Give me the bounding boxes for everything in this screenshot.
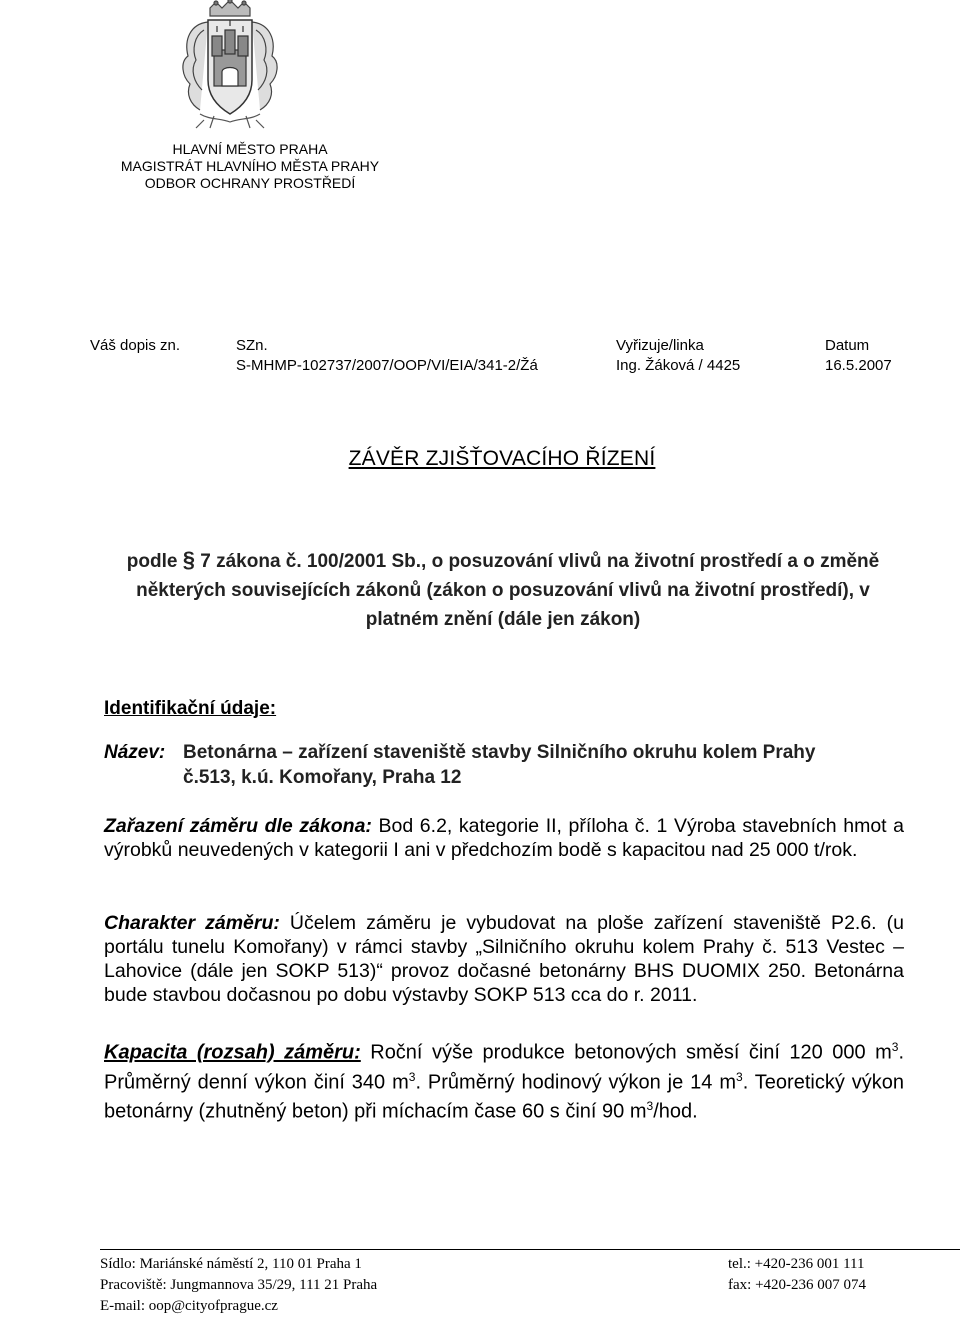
capacity-text-1: Roční výše produkce betonových směsí činí 120 000 m	[360, 1041, 892, 1064]
capacity-text-4: . Teoretický výkon betonárny (zhutněný beton) při míchacím čase 60 s činí 90 m	[104, 1071, 904, 1123]
capacity-text-5: /hod.	[653, 1100, 698, 1123]
footer-divider	[100, 1249, 960, 1250]
superscript-3: 3	[891, 1040, 899, 1054]
name-label: Název:	[104, 742, 166, 763]
legal-basis-text: 7 zákona č. 100/2001 Sb., o posuzování vlivů na životní prostředí a o změně některých souvisejících zákonů (zákon o posuzování vlivů na životní prostředí), v platném znění (dále jen zákon)	[136, 551, 880, 630]
prague-coat-of-arms-icon	[170, 0, 290, 130]
classification-text: Bod 6.2, kategorie II, příloha č. 1 Výroba stavebních hmot a výrobků neuvedených v kategorii I ani v předchozím bodě s kapacitou nad 25 000 t/rok.	[104, 815, 905, 861]
superscript-3: 3	[736, 1069, 743, 1084]
character-text: Účelem záměru je vybudovat na ploše zařízení staveniště P2.6. (u portálu tunelu Komořany) v rámci stavby „Silničního okruhu kolem Prahy č. 513 Vestec – Lahovice (dále jen SOKP 513)“ provoz dočasné betonárny BHS DUOMIX 250. Betonárna bude stavbou dočasnou po dobu výstavby SOKP 513 cca do r. 2011.	[104, 912, 904, 1006]
legal-basis-prefix: podle	[126, 551, 183, 572]
org-line-city: HLAVNÍ MĚSTO PRAHA	[172, 141, 328, 157]
name-line-1: Betonárna – zařízení staveniště stavby Silničního okruhu kolem Prahy	[183, 742, 816, 763]
classification-paragraph	[104, 814, 904, 862]
handler-value: Ing. Žáková / 4425	[616, 357, 741, 374]
name-line-2: č.513, k.ú. Komořany, Praha 12	[183, 767, 462, 788]
capacity-text-3: . Průměrný hodinový výkon je 14 m	[415, 1071, 736, 1094]
capacity-text-2: . Průměrný denní výkon činí 340 m	[104, 1041, 904, 1094]
org-line-department: ODBOR OCHRANY PROSTŘEDÍ	[144, 175, 356, 191]
date-value: 16.5.2007	[825, 357, 892, 374]
section-sign: §	[182, 547, 195, 572]
classification-label: Zařazení záměru dle zákona:	[104, 815, 372, 837]
character-label: Charakter záměru:	[104, 912, 280, 934]
footer-tel: tel.: +420-236 001 111	[728, 1256, 865, 1272]
date-label: Datum	[825, 337, 870, 354]
szn-value: S-MHMP-102737/2007/OOP/VI/EIA/341-2/Žá	[236, 357, 538, 374]
org-line-magistrate: MAGISTRÁT HLAVNÍHO MĚSTA PRAHY	[120, 158, 380, 174]
capacity-label: Kapacita (rozsah) záměru:	[104, 1041, 361, 1064]
footer-workplace: Pracoviště: Jungmannova 35/29, 111 21 Praha	[100, 1277, 378, 1293]
identification-heading: Identifikační údaje:	[104, 698, 277, 719]
your-ref-label: Váš dopis zn.	[90, 337, 181, 354]
capacity-paragraph	[104, 1035, 904, 1124]
handler-label: Vyřizuje/linka	[616, 337, 704, 354]
superscript-3: 3	[646, 1099, 654, 1114]
character-paragraph	[104, 911, 904, 1007]
footer-seat: Sídlo: Mariánské náměstí 2, 110 01 Praha 1	[100, 1256, 362, 1272]
superscript-3: 3	[408, 1069, 416, 1084]
szn-label: SZn.	[236, 337, 268, 354]
footer-email[interactable]: E-mail: oop@cityofprague.cz	[100, 1298, 278, 1314]
footer-fax: fax: +420-236 007 074	[728, 1277, 867, 1293]
legal-basis	[118, 545, 888, 634]
document-title: ZÁVĚR ZJIŠŤOVACÍHO ŘÍZENÍ	[348, 447, 656, 470]
